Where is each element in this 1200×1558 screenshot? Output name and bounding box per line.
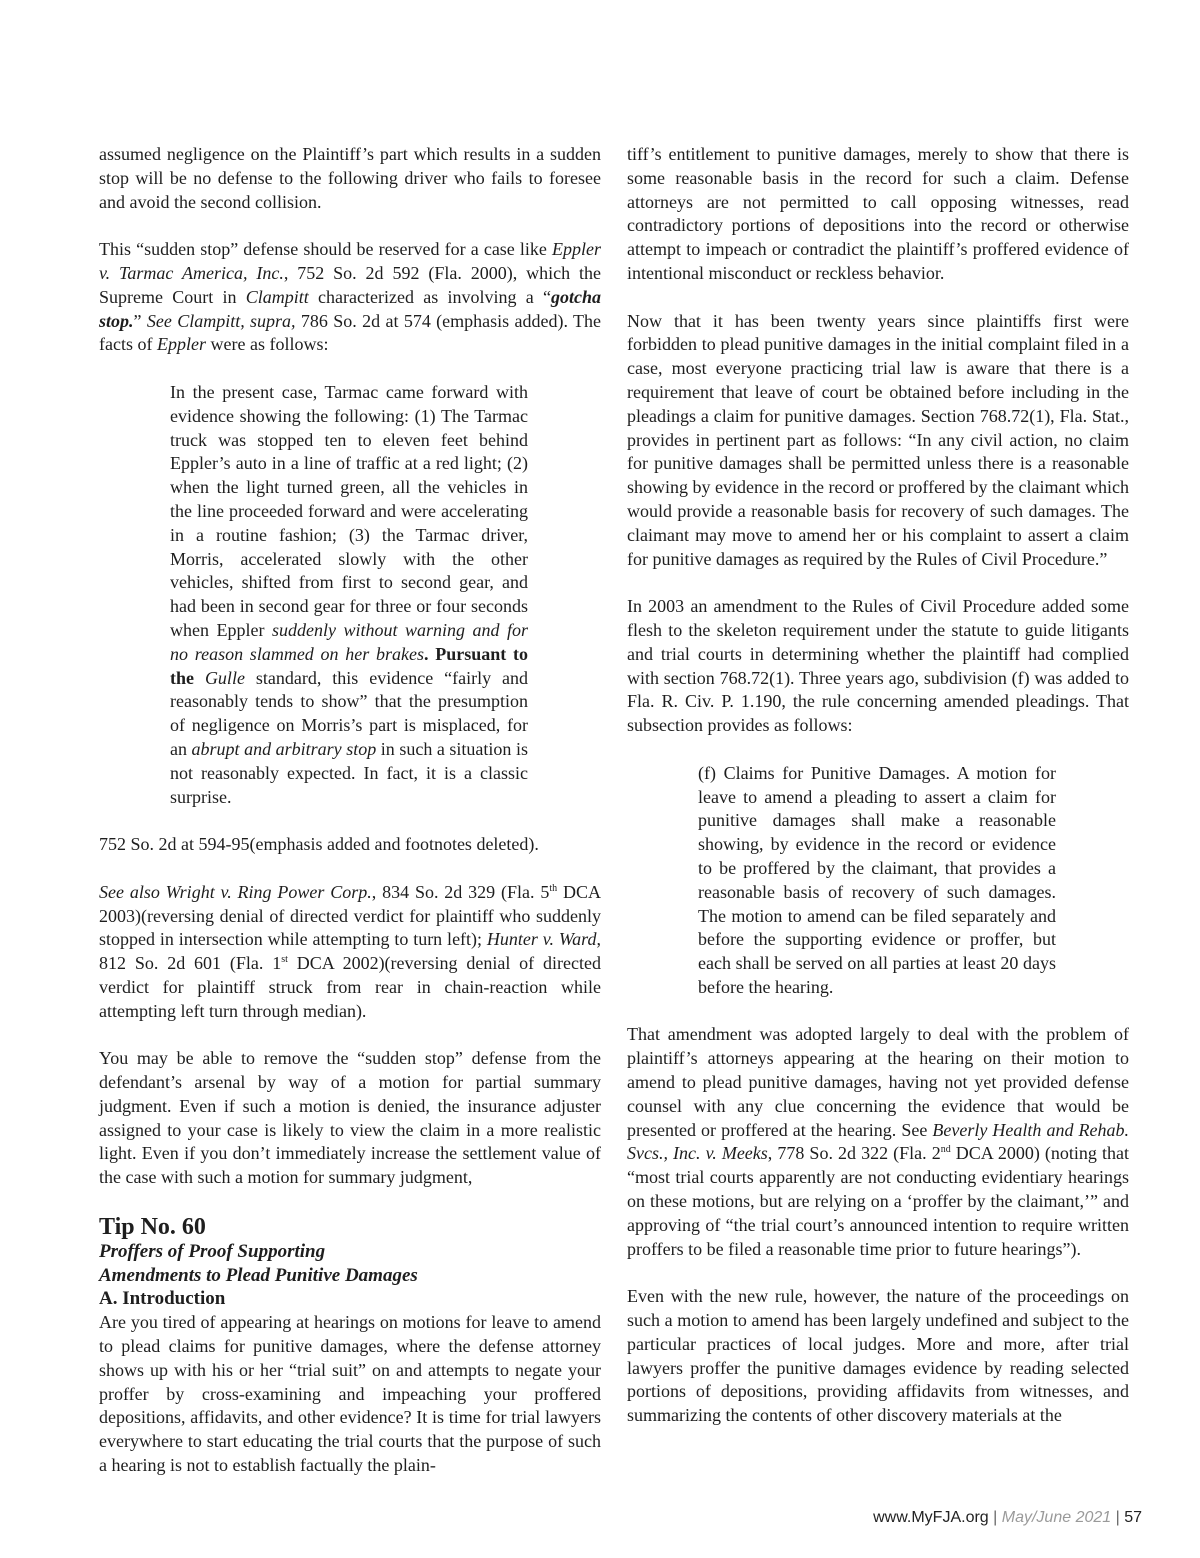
paragraph: That amendment was adopted largely to deal with the problem of plaintiff’s attorneys appearing at the hearing on their motion to amend to plead punitive damages, having not yet provided defense counsel with any clue concerning the evidence that would be presented or proffered at the hearing. See Beverly Health and Rehab. Svcs., Inc. v. Meeks, 778 So. 2d 322 (Fla. 2nd DCA 2000) (noting that “most trial courts apparently are not conducting evidentiary hearings on these motions, but are relying on a ‘proffer by the claimant,’” and approving of “the trial court’s announced intention to require written proffers to be filed a reasonable time prior to future hearings”). [627, 1024, 1129, 1259]
left-column [99, 143, 601, 1478]
block-quote: In the present case, Tarmac came forward with evidence showing the following: (1) The Tarmac truck was stopped ten to eleven feet behind Eppler’s auto in a line of traffic at a red light; (2) when the light turned green, all the vehicles in the line proceeded forward and were accelerating in a routine fashion; (3) the Tarmac driver, Morris, accelerated slowly with the other vehicles, shifted from first to second gear, and had been in second gear for three or four seconds when Eppler suddenly without warning and for no reason slammed on her brakes. Pursuant to the Gulle standard, this evidence “fairly and reasonably tends to show” that the presumption of negligence on Morris’s part is misplaced, for an abrupt and arbitrary stop in such a situation is not reasonably expected. In fact, it is a classic surprise. [170, 381, 529, 807]
section-heading: A. Introduction [99, 1288, 226, 1310]
paragraph: See also Wright v. Ring Power Corp., 834 So. 2d 329 (Fla. 5th DCA 2003)(reversing denial of directed verdict for plaintiff who suddenly stopped in intersection while attempting to turn left); Hunter v. Ward, 812 So. 2d 601 (Fla. 1st DCA 2002)(reversing denial of directed verdict for plaintiff struck from rear in chain-reaction while attempting left turn through median). [99, 881, 601, 1021]
paragraph: In 2003 an amendment to the Rules of Civil Procedure added some flesh to the skeleton requirement under the statute to guide litigants and trial courts in determining whether the plaintiff had complied with section 768.72(1). Three years ago, subdivision (f) was added to Fla. R. Civ. P. 1.190, the rule concerning amended pleadings. That subsection provides as follows: [627, 596, 1129, 736]
paragraph: Are you tired of appearing at hearings on motions for leave to amend to plead claims for punitive damages, where the defense attorney shows up with his or her “trial suit” on and attempts to negate your proffer by cross-examining and impeaching your proffered depositions, affidavits, and other evidence? It is time for trial lawyers everywhere to start educating the trial courts that the purpose of such a hearing is not to establish factually the plain- [99, 1312, 601, 1476]
tip-section [99, 1214, 601, 1478]
tip-subtitle: Amendments to Plead Punitive Damages [99, 1264, 418, 1286]
paragraph: tiff’s entitlement to punitive damages, merely to show that there is some reasonable basis in the record for such a claim. Defense attorneys are not permitted to call opposing witnesses, read contradictory portions of depositions into the record or otherwise attempt to impeach or contradict the plaintiff’s proffered evidence of intentional misconduct or reckless behavior. [627, 144, 1129, 283]
paragraph: This “sudden stop” defense should be reserved for a case like Eppler v. Tarmac America, Inc., 752 So. 2d 592 (Fla. 2000), which the Supreme Court in Clampitt characterized as involving a “gotcha stop.” See Clampitt, supra, 786 So. 2d at 574 (emphasis added). The facts of Eppler were as follows: [99, 239, 601, 355]
issue-date: May/June 2021 [1001, 1509, 1112, 1526]
paragraph: Even with the new rule, however, the nature of the proceedings on such a motion to amend has been largely undefined and subject to the particular practices of local judges. More and more, after trial lawyers proffer the punitive damages evidence by reading selected portions of depositions, providing affidavits from witnesses, and summarizing the contents of other discovery materials at the [627, 1286, 1129, 1426]
page-footer: www.MyFJA.org | May/June 2021 | 57 [873, 1509, 1142, 1526]
citation: 752 So. 2d at 594-95(emphasis added and footnotes deleted). [99, 834, 539, 855]
paragraph: Now that it has been twenty years since plaintiffs first were forbidden to plead punitive damages in the initial complaint filed in a case, most everyone practicing trial law is aware that there is a requirement that leave of court be obtained before including in the pleadings a claim for punitive damages. Section 768.72(1), Fla. Stat., provides in pertinent part as follows: “In any civil action, no claim for punitive damages shall be permitted unless there is a reasonable showing by evidence in the record or proffered by the claimant which would provide a reasonable basis for recovery of such damages. The claimant may move to amend her or his complaint to assert a claim for punitive damages as required by the Rules of Civil Procedure.” [627, 310, 1129, 569]
page-number: 57 [1124, 1509, 1142, 1526]
block-quote: (f) Claims for Punitive Damages. A motion for leave to amend a pleading to assert a claim for punitive damages shall make a reasonable showing, by evidence in the record or evidence to be proffered by the claimant, that provides a reasonable basis of recovery of such damages. The motion to amend can be filed separately and before the supporting evidence or proffer, but each shall be served on all parties at least 20 days before the hearing. [698, 762, 1056, 997]
right-column [627, 143, 1129, 1452]
tip-title: Tip No. 60 [99, 1213, 206, 1240]
paragraph: assumed negligence on the Plaintiff’s part which results in a sudden stop will be no defense to the following driver who fails to foresee and avoid the second collision. [99, 144, 601, 212]
paragraph: You may be able to remove the “sudden stop” defense from the defendant’s arsenal by way of a motion for partial summary judgment. Even if such a motion is denied, the insurance adjuster assigned to your case is likely to view the claim in a more realistic light. Even if you don’t immediately increase the settlement value of the case with such a motion for summary judgment, [99, 1048, 601, 1188]
tip-subtitle: Proffers of Proof Supporting [99, 1240, 326, 1262]
website-link[interactable]: www.MyFJA.org [873, 1509, 989, 1526]
